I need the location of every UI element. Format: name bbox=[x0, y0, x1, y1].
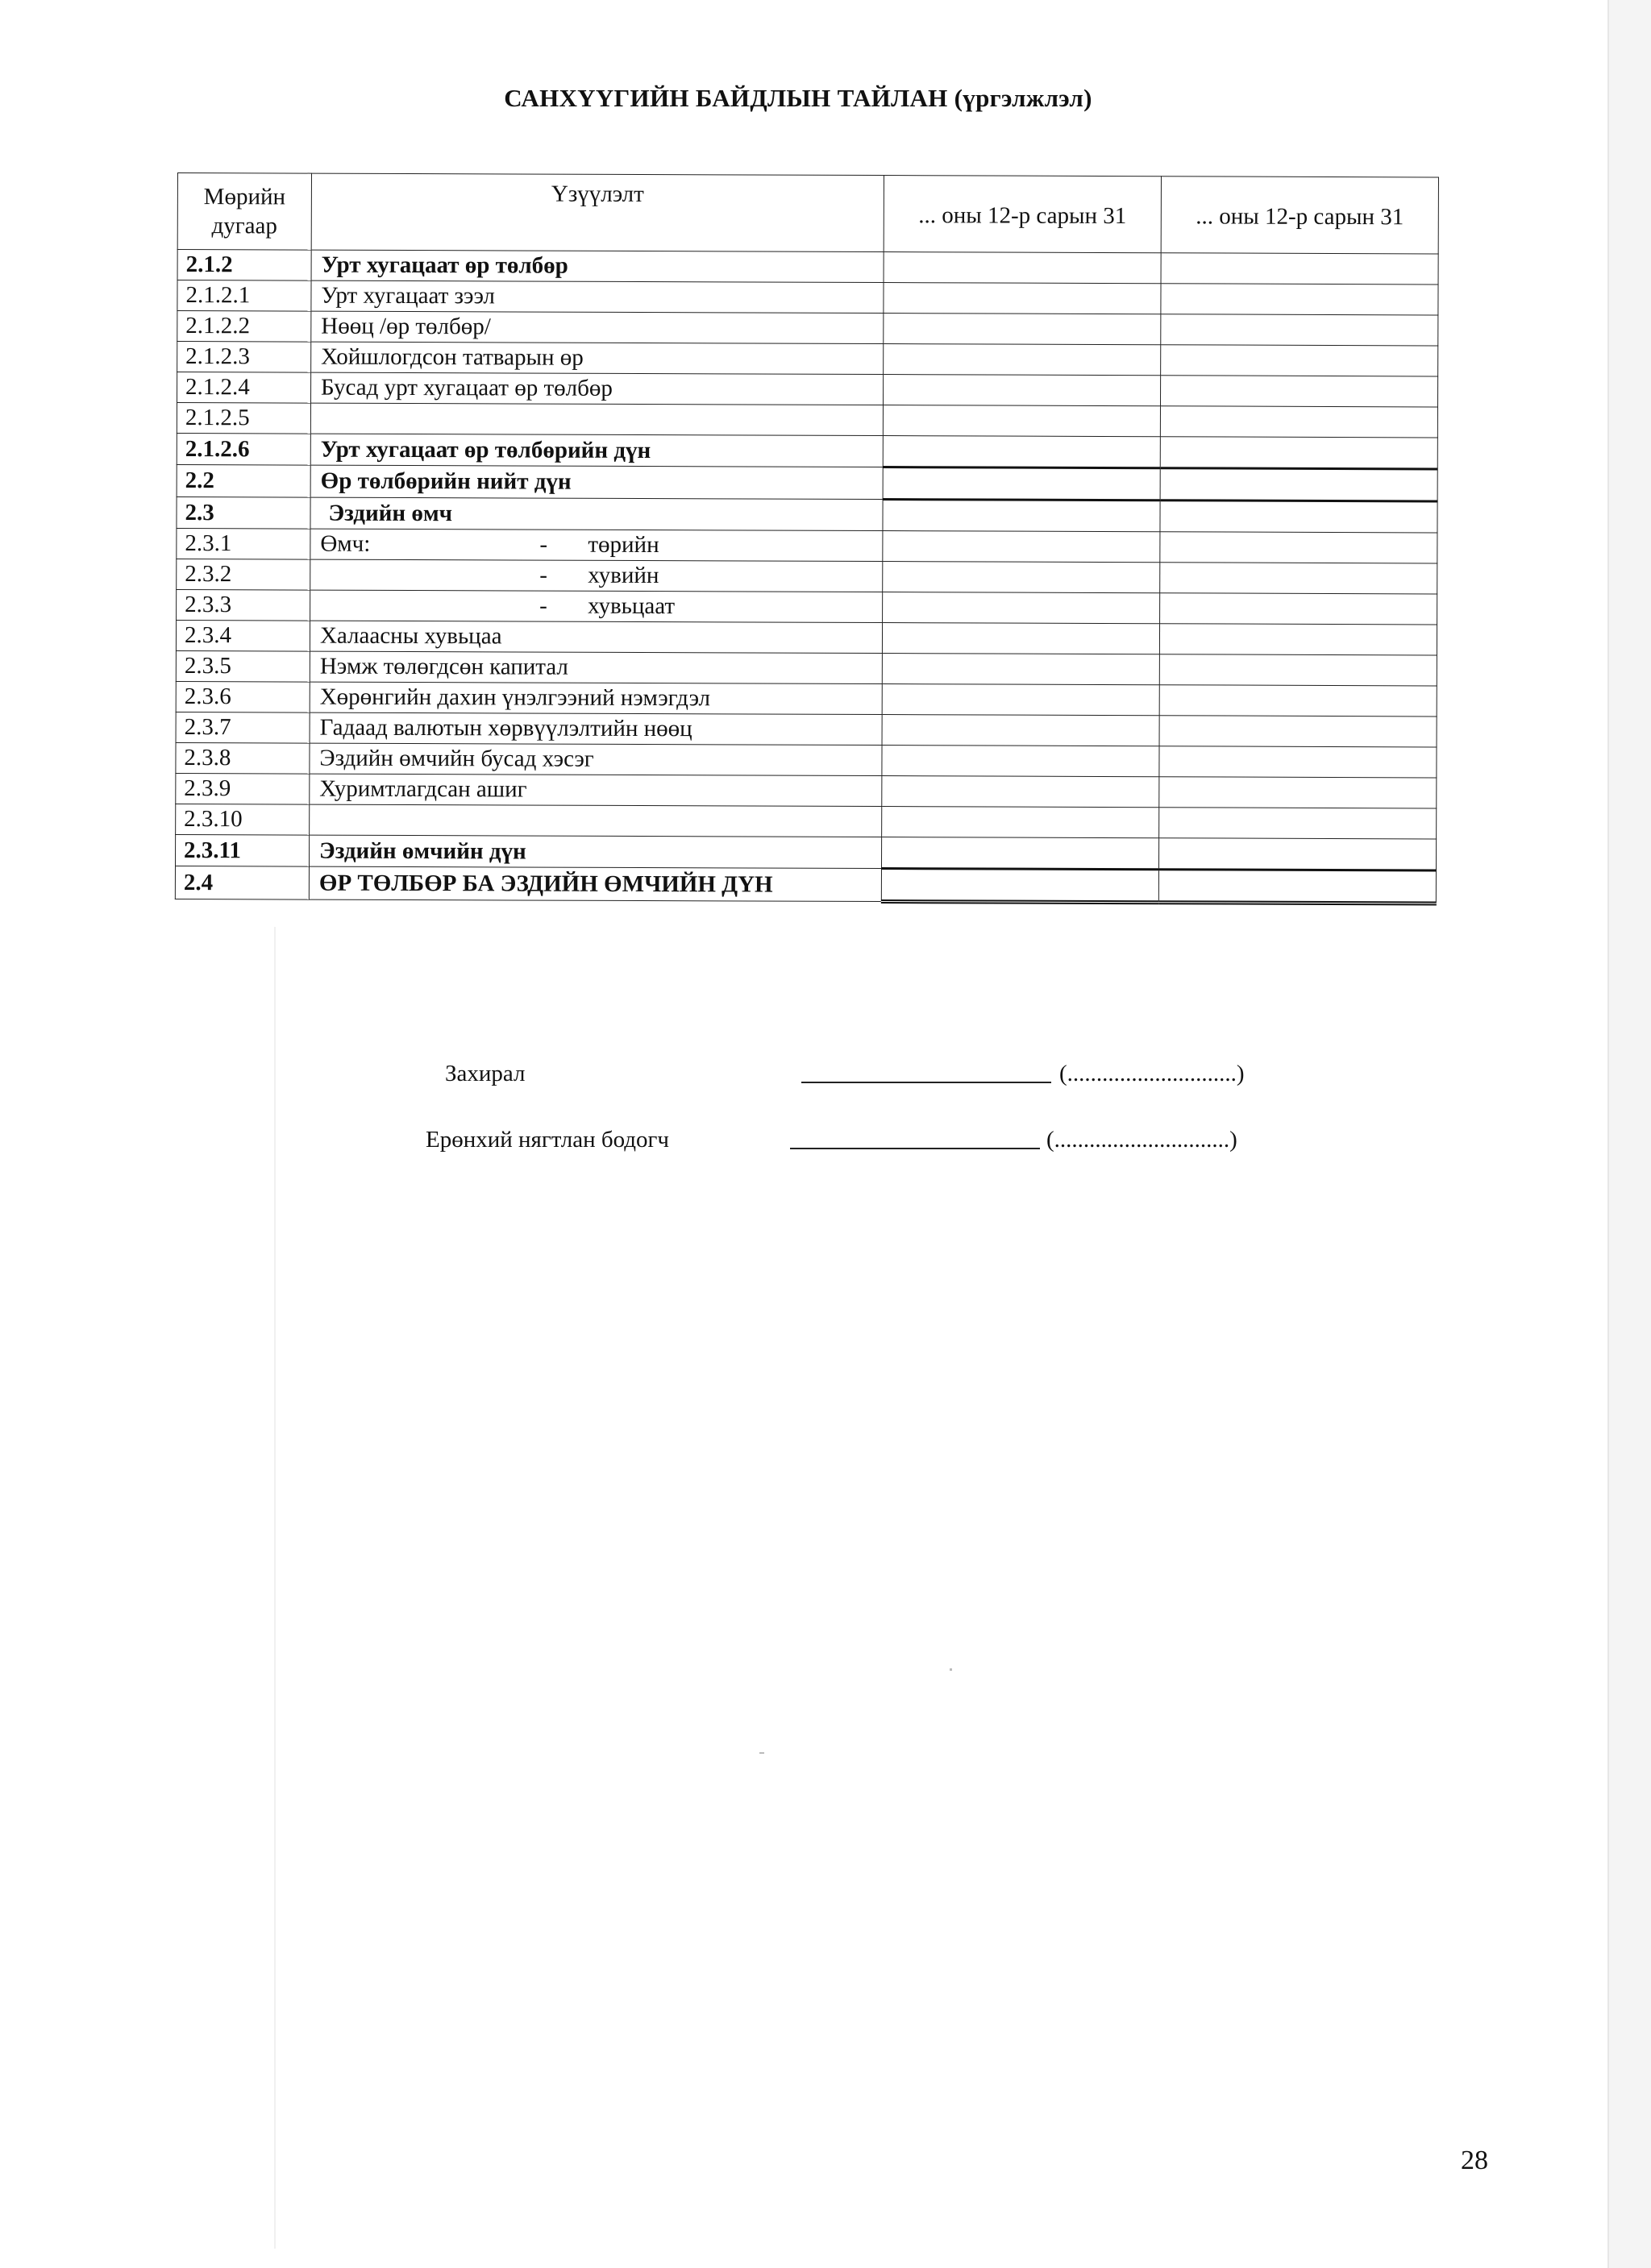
value-cell bbox=[1159, 716, 1437, 747]
table-row bbox=[177, 280, 1438, 315]
scan-speck bbox=[759, 1752, 764, 1754]
value-cell bbox=[1160, 501, 1437, 533]
value-cell bbox=[883, 562, 1160, 593]
row-code: 2.1.2 bbox=[177, 250, 311, 281]
header-row-number: Мөрийн дугаар bbox=[177, 173, 311, 251]
value-cell bbox=[882, 746, 1159, 777]
scan-page-edge bbox=[1607, 0, 1651, 2268]
row-description: Нөөц /өр төлбөр/ bbox=[311, 311, 884, 343]
row-code: 2.3.7 bbox=[176, 712, 310, 743]
row-description: Урт хугацаат өр төлбөрийн дүн bbox=[310, 434, 883, 467]
ownership-dash: - bbox=[539, 531, 548, 558]
scan-shadow bbox=[274, 927, 276, 2249]
value-cell bbox=[1159, 746, 1437, 778]
value-cell bbox=[1160, 406, 1437, 438]
row-code: 2.3.11 bbox=[175, 834, 309, 866]
accountant-name-placeholder: (..............................) bbox=[1046, 1127, 1237, 1153]
row-code: 2.3 bbox=[177, 496, 310, 529]
table-header-row bbox=[177, 173, 1438, 254]
director-signature-line bbox=[801, 1082, 1051, 1083]
row-description: Нэмж төлөгдсөн капитал bbox=[310, 651, 882, 683]
value-cell bbox=[1161, 284, 1438, 315]
row-description: Хөрөнгийн дахин үнэлгээний нэмэгдэл bbox=[310, 682, 882, 714]
accountant-signature-line bbox=[790, 1148, 1040, 1149]
value-cell bbox=[1160, 532, 1437, 563]
page-number: 28 bbox=[1461, 2145, 1488, 2175]
table-row bbox=[177, 528, 1437, 563]
value-cell bbox=[1159, 624, 1437, 655]
table-row bbox=[177, 372, 1438, 407]
value-cell bbox=[883, 436, 1160, 468]
value-cell bbox=[882, 684, 1159, 716]
ownership-type: хувийн bbox=[588, 562, 659, 589]
table-row bbox=[177, 403, 1437, 438]
table-row bbox=[177, 464, 1437, 501]
value-cell bbox=[1158, 870, 1436, 903]
row-description: Бусад урт хугацаат өр төлбөр bbox=[311, 372, 884, 405]
value-cell bbox=[884, 283, 1161, 314]
value-cell bbox=[1161, 314, 1438, 346]
table-row bbox=[175, 834, 1436, 870]
table-row bbox=[176, 681, 1437, 716]
table-row bbox=[176, 773, 1437, 808]
row-description bbox=[310, 403, 883, 435]
header-period-2: ... оны 12-р сарын 31 bbox=[1161, 177, 1438, 254]
value-cell bbox=[1159, 777, 1437, 808]
table-row bbox=[177, 433, 1437, 468]
value-cell bbox=[884, 314, 1161, 345]
value-cell bbox=[884, 252, 1161, 284]
director-name-placeholder: (.............................) bbox=[1059, 1061, 1245, 1086]
ownership-type: хувьцаат bbox=[588, 592, 676, 620]
director-label: Захирал bbox=[445, 1061, 526, 1086]
value-cell bbox=[1160, 468, 1437, 501]
row-code: 2.3.2 bbox=[177, 559, 310, 590]
value-cell bbox=[1160, 593, 1437, 625]
value-cell bbox=[883, 531, 1160, 563]
row-code: 2.1.2.6 bbox=[177, 433, 310, 465]
header-period-1: ... оны 12-р сарын 31 bbox=[884, 176, 1161, 253]
value-cell bbox=[882, 715, 1159, 746]
row-code: 2.3.5 bbox=[176, 650, 310, 682]
row-description bbox=[310, 559, 883, 592]
row-description: Урт хугацаат өр төлбөр bbox=[311, 250, 884, 282]
row-code: 2.3.4 bbox=[176, 620, 310, 651]
ownership-line bbox=[320, 560, 872, 592]
table-row bbox=[177, 342, 1438, 376]
table-row bbox=[176, 620, 1437, 654]
table-row bbox=[177, 559, 1437, 593]
value-cell bbox=[882, 776, 1159, 808]
row-code: 2.3.8 bbox=[176, 742, 310, 774]
value-cell bbox=[883, 500, 1160, 532]
value-cell bbox=[1161, 253, 1438, 285]
row-code: 2.3.3 bbox=[177, 589, 310, 621]
value-cell bbox=[1160, 437, 1437, 469]
row-code: 2.1.2.3 bbox=[177, 342, 311, 373]
row-description: Хуримтлагдсан ашиг bbox=[310, 774, 882, 806]
value-cell bbox=[884, 344, 1161, 376]
table-row bbox=[177, 250, 1438, 285]
row-description: Эздийн өмчийн бусад хэсэг bbox=[310, 743, 882, 775]
table-row bbox=[176, 742, 1437, 777]
ownership-line bbox=[320, 591, 872, 622]
accountant-signature bbox=[0, 1127, 1612, 1159]
ownership-dash: - bbox=[539, 592, 547, 619]
row-description: Эздийн өмч bbox=[310, 497, 883, 530]
value-cell bbox=[882, 807, 1159, 838]
row-code: 2.1.2.1 bbox=[177, 280, 311, 312]
value-cell bbox=[883, 405, 1160, 437]
report-title: САНХҮҮГИЙН БАЙДЛЫН ТАЙЛАН (үргэлжлэл) bbox=[504, 84, 1092, 112]
table-row bbox=[176, 650, 1437, 685]
value-cell bbox=[883, 467, 1160, 501]
accountant-label: Ерөнхий нягтлан бодогч bbox=[426, 1127, 669, 1153]
value-cell bbox=[1161, 345, 1438, 376]
ownership-dash: - bbox=[539, 562, 547, 588]
row-description: Хойшлогдсон татварын өр bbox=[311, 342, 884, 374]
row-description bbox=[310, 804, 882, 837]
value-cell bbox=[1160, 376, 1437, 407]
value-cell bbox=[883, 592, 1160, 624]
balance-sheet-table bbox=[175, 172, 1439, 905]
row-description: Эздийн өмчийн дүн bbox=[309, 835, 881, 868]
value-cell bbox=[881, 869, 1158, 903]
row-code: 2.3.10 bbox=[176, 804, 310, 835]
table-row bbox=[177, 311, 1438, 346]
table-row bbox=[176, 712, 1437, 746]
ownership-line bbox=[320, 530, 872, 561]
value-cell bbox=[1158, 838, 1436, 870]
row-code: 2.1.2.2 bbox=[177, 311, 311, 343]
value-cell bbox=[1159, 654, 1437, 686]
row-description: Халаасны хувьцаа bbox=[310, 621, 882, 653]
row-description: Гадаад валютын хөрвүүлэлтийн нөөц bbox=[310, 712, 882, 745]
director-signature bbox=[0, 1061, 1612, 1093]
row-description bbox=[310, 590, 883, 622]
row-description: ӨР ТӨЛБӨР БА ЭЗДИЙН ӨМЧИЙН ДҮН bbox=[309, 866, 881, 901]
table-row bbox=[175, 866, 1436, 903]
row-code: 2.1.2.5 bbox=[177, 403, 310, 434]
table-row bbox=[177, 589, 1437, 624]
value-cell bbox=[881, 837, 1158, 870]
scan-speck bbox=[950, 1668, 952, 1671]
row-code: 2.3.6 bbox=[176, 681, 310, 712]
row-code: 2.2 bbox=[177, 464, 310, 497]
value-cell bbox=[1159, 685, 1437, 717]
header-indicator: Үзүүлэлт bbox=[311, 173, 884, 251]
value-cell bbox=[1160, 563, 1437, 594]
row-code: 2.1.2.4 bbox=[177, 372, 311, 404]
row-description: Өр төлбөрийн нийт дүн bbox=[310, 465, 883, 499]
table-row bbox=[176, 804, 1437, 838]
value-cell bbox=[882, 654, 1159, 685]
row-code: 2.3.9 bbox=[176, 773, 310, 804]
value-cell bbox=[882, 623, 1159, 654]
ownership-type: төрийн bbox=[588, 531, 659, 559]
row-code: 2.4 bbox=[175, 866, 309, 899]
value-cell bbox=[1159, 808, 1437, 839]
value-cell bbox=[883, 375, 1160, 406]
ownership-prefix: Өмч: bbox=[320, 530, 371, 557]
row-description bbox=[310, 529, 883, 561]
table-row bbox=[177, 496, 1437, 532]
row-description: Урт хугацаат зээл bbox=[311, 280, 884, 313]
row-code: 2.3.1 bbox=[177, 528, 310, 559]
